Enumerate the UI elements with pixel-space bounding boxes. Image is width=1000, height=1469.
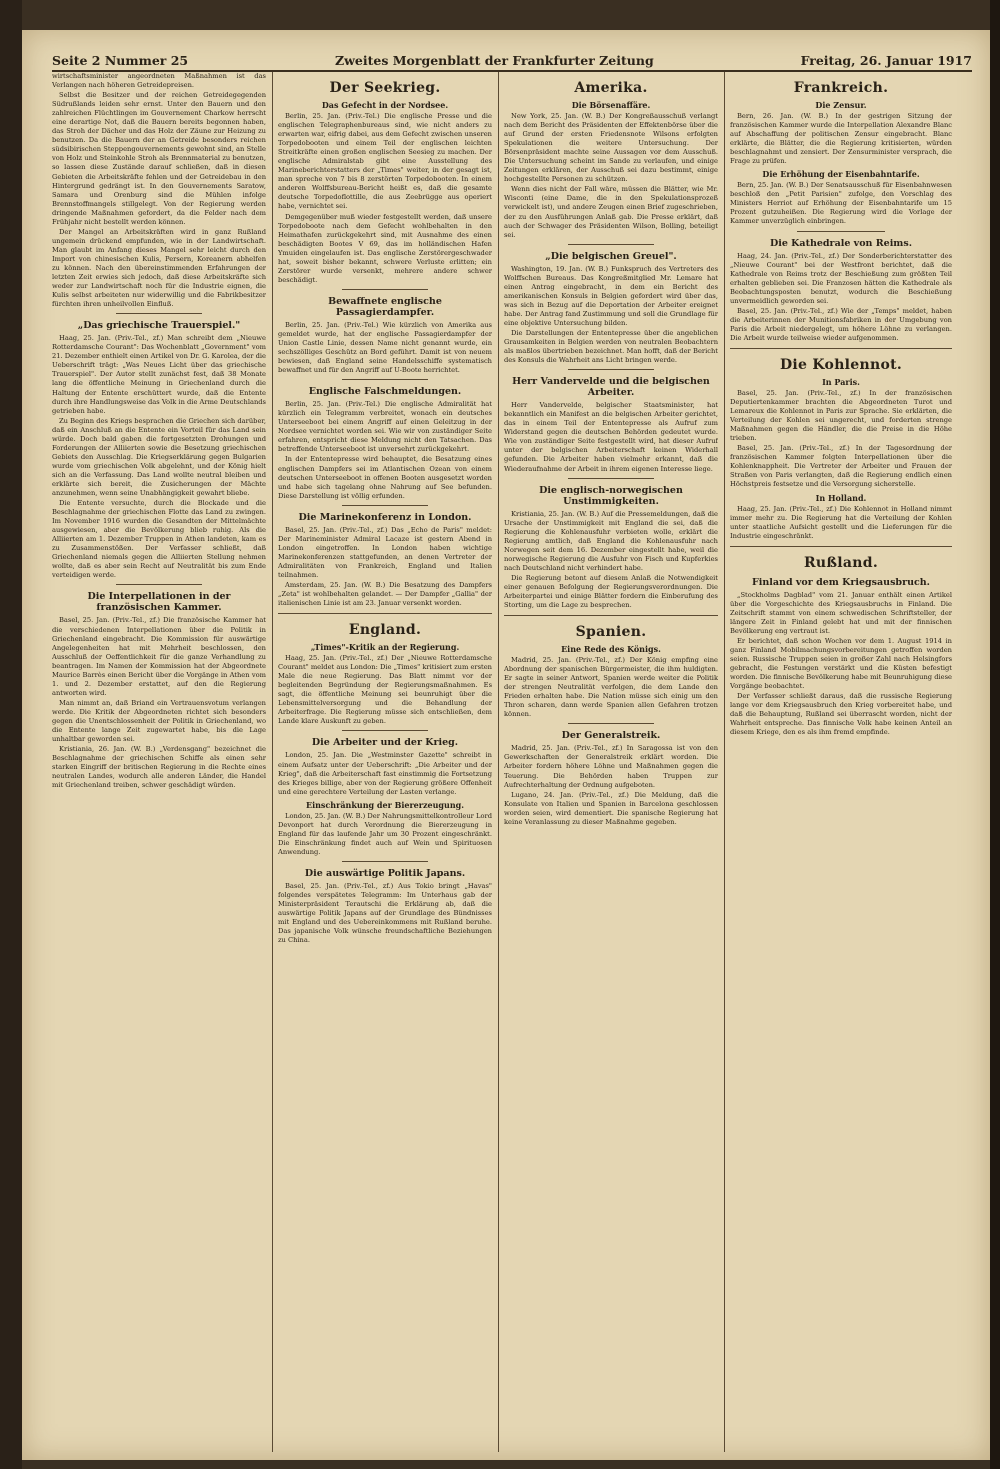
article-text: Amsterdam, 25. Jan. (W. B.) Die Besatzung des Dampfers „Zeta" ist wohlbehalten gelandet. — Der Dampfer „Gallia" der italienischen Linie ist am 23. Januar versenkt worden.: [278, 580, 492, 608]
article-text: Bern, 26. Jan. (W. B.) In der gestrigen Sitzung der französischen Kammer wurde die Interpellation Alexandre Blanc auf Abschaffung der politischen Zensur eingebracht. Blanc erklärte, die Blätter, die die Regierung kritisierten, würden beschlagnahmt und zensiert. Der Zensurminister versprach, die Frage zu prüfen.: [730, 112, 952, 166]
divider: [568, 723, 654, 724]
article-text: Lugano, 24. Jan. (Priv.-Tel., zf.) Die Meldung, daß die Konsulate von Italien und Spanien in Barcelona geschlossen worden seien, wird dementiert. Die spanische Regierung hat keine Veranlassung zu dieser Maßnahme gegeben.: [504, 790, 718, 826]
column-3: [504, 72, 718, 1452]
headline-finland: Finland vor dem Kriegsausbruch.: [752, 576, 930, 588]
headline-interpellation: Die Interpellationen in der französischen Kammer.: [87, 591, 231, 614]
article-text: Madrid, 25. Jan. (Priv.-Tel., zf.) In Saragossa ist von den Gewerkschaften der Generalstreik erklärt worden. Die Arbeiter fordern höhere Löhne und Maßnahmen gegen die Teuerung. Die Behörden haben Truppen zur Aufrechterhaltung der Ordnung aufgeboten.: [504, 744, 718, 789]
article-text: London, 25. Jan. Die „Westminster Gazette" schreibt in einem Aufsatz unter der Ueberschrift: „Die Arbeiter und der Krieg", daß die Arbeiterschaft fast einstimmig die Fortsetzung des Krieges billige, aber von der Regierung größere Offenheit und eine gerechtere Verteilung der Lasten verlange.: [278, 751, 492, 796]
subheadline-gefecht: Das Gefecht in der Nordsee.: [321, 100, 449, 110]
divider: [342, 730, 428, 731]
divider: [116, 584, 202, 585]
article-text: Basel, 25. Jan. (Priv.-Tel., zf.) Die französische Kammer hat die verschiedenen Interpellationen über die Politik in Griechenland eingebracht. Die Kommission für auswärtige Angelegenheiten hat mit Mehrheit beschlossen, den Ausschluß der Oeffentlichkeit für die ganze Verhandlung zu beantragen. Im Namen der Kommission hat der Abgeordnete Maurice Barrès einen Bericht über die Vorgänge in Athen vom 1. und 2. Dezember erstattet, auf den die Regierung antworten wird.: [52, 616, 266, 697]
divider: [797, 231, 886, 232]
divider: [730, 546, 952, 547]
headline-amerika: Amerika.: [574, 80, 648, 96]
divider: [568, 244, 654, 245]
column-rule: [272, 72, 273, 1452]
article-text: Der Mangel an Arbeitskräften wird in ganz Rußland ungemein drückend empfunden, wie in der Landwirtschaft. Man glaubt im Anfang dieses Mangel sehr leicht durch den Import von chinesischen Kulis, Persern, Koreanern abhelfen zu können. Nach den übereinstimmenden Erfahrungen der letzten Zeit erwies sich jedoch, daß diese Arbeitskräfte sich weder zur Landwirtschaft noch für die Industrie eignen, die Kulis selbst arbeiteten nur widerwillig und die Fabrikbesitzer fürchten ihren unheilvollen Einfluß.: [52, 227, 266, 309]
headline-england: England.: [348, 622, 422, 639]
article-text: Der Verfasser schließt daraus, daß die russische Regierung lange vor dem Kriegsausbruch den Krieg vorbereitet habe, und daß die Behauptung, Rußland sei überrascht worden, nicht der Wahrheit entspreche. Das finnische Volk habe keinen Anteil an diesem Kriege, den es als ihm fremd empfinde.: [730, 692, 952, 737]
subheadline-zensur: Die Zensur.: [815, 100, 867, 110]
column-rule: [724, 72, 725, 1452]
subheadline-eisenbahn: Die Erhöhung der Eisenbahntarife.: [762, 169, 920, 180]
headline-russland: Rußland.: [803, 554, 879, 571]
scan-edge-left: [0, 0, 22, 1469]
article-text: „Stockholms Dagblad" vom 21. Januar enthält einen Artikel über die Vorgeschichte des Kriegsausbruchs in Finland. Die Zeitschrift stammt von einem schwedischen Schriftsteller, der längere Zeit in Finland gelebt hat und mit der finnischen Bevölkerung eng vertraut ist.: [730, 590, 952, 635]
page-header: [52, 46, 972, 72]
article-text: Die Entente versuchte, durch die Blockade und die Beschlagnahme der griechischen Flotte das Land zu zwingen. Im November 1916 wurden die Gesandten der Mittelmächte ausgewiesen, aber die Bevölkerung blieb ruhig. Als die Alliierten am 1. Dezember Truppen in Athen landeten, kam es zu Zusammenstößen. Der Verfasser schließt, daß Griechenland niemals gegen die Alliierten Stellung nehmen wollte, daß es aber sein Recht auf Neutralität bis zum Ende verteidigen werde.: [52, 499, 266, 580]
article-text: wirtschaftsminister angeordneten Maßnahmen ist das Verlangen nach höheren Getreidepreisen.: [52, 72, 266, 90]
article-text: Zu Beginn des Kriegs besprachen die Griechen sich darüber, daß ein Anschluß an die Entente ein Vorteil für das Land sein würde. Doch bald gaben die fortgesetzten Drohungen und Forderungen der Alliierten sowie die Besetzung griechischen Gebiets den Ausschlag. Die Kriegserklärung gegen Bulgarien wurde vom griechischen Volk abgelehnt, und der König hielt sich an die Verfassung. Das Land wollte neutral bleiben und erklärte sich bereit, die Zusicherungen der Mächte anzunehmen, wenn seine Unabhängigkeit gewahrt bliebe.: [52, 416, 266, 498]
headline-reims: Die Kathedrale von Reims.: [769, 237, 913, 249]
article-text: Demgegenüber muß wieder festgestellt werden, daß unsere Torpedoboote nach dem Gefecht wohlbehalten in den Heimathafen zurückgekehrt sind, mit Ausnahme des einen beschädigten Bootes V 69, das im holländischen Hafen Ymuiden eingelaufen ist. Das englische Zerstörergeschwader hat, soweit bisher bekannt, schwere Verluste erlitten; ein Zerstörer wurde versenkt, mehrere andere schwer beschädigt.: [278, 212, 492, 284]
headline-arbeiter: Die Arbeiter und der Krieg.: [311, 737, 459, 749]
article-text: London, 25. Jan. (W. B.) Der Nahrungsmittelkontrolleur Lord Devonport hat durch Verordnung die Biererzeugung in England für das laufende Jahr um 30 Prozent eingeschränkt. Die Einschränkung findet auch auf Wein und Spirituosen Anwendung.: [278, 811, 492, 856]
article-text: In der Ententepresse wird behauptet, die Besatzung eines englischen Dampfers sei im Atlantischen Ozean von einem deutschen Unterseeboot in offenen Booten ausgesetzt worden und habe sich tagelang ohne Nahrung auf See befunden. Diese Darstellung ist völlig erfunden.: [278, 455, 492, 500]
header-masthead: Zweites Morgenblatt der Frankfurter Zeitung: [335, 53, 654, 68]
column-1: [52, 72, 266, 1452]
header-page-number: Seite 2 Nummer 25: [52, 53, 189, 68]
divider: [116, 313, 202, 314]
headline-falschmeldungen: Englische Falschmeldungen.: [308, 386, 462, 398]
column-rule: [498, 72, 499, 1452]
article-text: Die Darstellungen der Ententepresse über die angeblichen Grausamkeiten in Belgien werden von neutralen Beobachtern als maßlos übertrieben bezeichnet. Man hofft, daß der Bericht des Konsuls die Wahrheit ans Licht bringen werde.: [504, 328, 718, 365]
subheadline-boerse: Die Börsenaffäre.: [571, 100, 651, 110]
newspaper-page: [22, 30, 990, 1460]
article-text: Er berichtet, daß schon Wochen vor dem 1. August 1914 in ganz Finland Mobilmachungsvorbereitungen getroffen worden seien. Russische Truppen seien in großer Zahl nach Helsingfors gebracht, die Festungen verstärkt und die Küsten befestigt worden. Die finnische Bevölkerung habe mit Beunruhigung diese Vorgänge beobachtet.: [730, 636, 952, 691]
headline-spanien: Spanien.: [575, 624, 647, 641]
article-text: Berlin, 25. Jan. (Priv.-Tel.) Die englische Presse und die englischen Telegraphenbureaus sind, wie nicht anders zu erwarten war, eifrig dabei, aus dem Gefecht zwischen unseren Torpedobooten und einem Teil der englischen leichten Streitkräfte einen großen englischen Seesieg zu machen. Der englische Admiralstab gibt eine Ausstellung des Marineberichterstatters der „Times" weiter, in der gesagt ist, man spreche von 7 bis 8 zerstörten Torpedobooten. In einem anderen Wolffsbureau-Bericht heißt es, daß die gesamte deutsche Torpedoflottille, die aus Zeebrügge aus operiert habe, vernichtet sei.: [278, 112, 492, 211]
article-text: Basel, 25. Jan. (Priv.-Tel., zf.) In der Tagesordnung der französischen Kammer folgten Interpellationen über die Kohlenknappheit. Die Vertreter der Arbeiter und Frauen der Straßen von Paris verlangten, daß die Regierung endlich einen Höchstpreis festsetze und die Versorgung sicherstelle.: [730, 444, 952, 489]
divider: [342, 379, 428, 380]
headline-passagier: Bewaffnete englische Passagierdampfer.: [328, 295, 442, 318]
column-4: [730, 72, 952, 1452]
divider: [568, 369, 654, 370]
headline-marinekonferenz: Die Marinekonferenz in London.: [298, 511, 472, 523]
article-text: Basel, 25. Jan. (Priv.-Tel., zf.) Das „Echo de Paris" meldet: Der Marineminister Admiral Lacaze ist gestern Abend in London eingetroffen. In London haben wichtige Marinekonferenzen stattgefunden, an denen Vertreter der Admiralitäten von Frankreich, England und Italien teilnahmen.: [278, 525, 492, 579]
article-text: Berlin, 25. Jan. (Priv.-Tel.) Die englische Admiralität hat kürzlich ein Telegramm verbreitet, wonach ein deutsches Unterseeboot bei einem Angriff auf einen Geleitzug in der Nordsee vernichtet worden sei. Wie wir von zuständiger Seite erfahren, entspricht diese Meldung nicht den Tatsachen. Das betreffende Unterseeboot ist unversehrt zurückgekehrt.: [278, 400, 492, 454]
article-text: Basel, 25. Jan. (Priv.-Tel., zf.) Aus Tokio bringt „Havas" folgendes verspätetes Telegramm: Im Unterhaus gab der Ministerpräsident Terautschi die Erklärung ab, daß die auswärtige Politik Japans auf der Grundlage des Bündnisses mit England und des Uebereinkommens mit Rußland beruhe. Das japanische Volk wünsche freundschaftliche Beziehungen zu China.: [278, 881, 492, 945]
subheadline-holland: In Holland.: [815, 492, 867, 503]
article-text: Basel, 25. Jan. (Priv.-Tel., zf.) Wie der „Temps" meldet, haben die Arbeiterinnen der Munitionsfabriken in der Umgebung von Paris die Arbeit niedergelegt, um höhere Löhne zu verlangen. Die Arbeit wurde teilweise wieder aufgenommen.: [730, 306, 952, 342]
article-text: Die Regierung betont auf diesem Anlaß die Notwendigkeit einer genauen Befolgung der Regierungsverordnungen. Die Arbeiterpartei und einige Blätter fordern die Einberufung des Storting, um die Lage zu besprechen.: [504, 573, 718, 610]
article-text: Kristiania, 25. Jan. (W. B.) Auf die Pressemeldungen, daß die Ursache der Unstimmigkeit mit England die sei, daß die Regierung die Kohlenausfuhr verbieten wolle, erklärt die Regierung amtlich, daß England die Kohlenausfuhr nach Norwegen seit dem 16. Dezember eingestellt habe, weil die norwegische Regierung die Ausfuhr von Fisch und Kupferkies nach Deutschland nicht verhindert habe.: [504, 509, 718, 572]
subheadline-times: „Times"-Kritik an der Regierung.: [310, 642, 460, 653]
divider: [278, 613, 492, 614]
headline-seekrieg: Der Seekrieg.: [329, 80, 441, 96]
article-text: Haag, 25. Jan. (Priv.-Tel., zf.) Der „Nieuwe Rotterdamsche Courant" meldet aus London: Die „Times" kritisiert zum ersten Male die neue Regierung. Das Blatt nimmt vor der begleitenden Begründung der Regierungsmaßnahmen. Es sagt, die öffentliche Meinung sei beunruhigt über die Lebensmittelversorgung und die Behandlung der Arbeiterfrage. Die Regierung müsse sich entschließen, dem Lande klare Auskunft zu geben.: [278, 654, 492, 726]
article-text: Bern, 25. Jan. (W. B.) Der Senatsausschuß für Eisenbahnwesen beschloß den „Petit Parisien" zufolge, den Vorschlag des Ministers Herriot auf Erhöhung der Eisenbahntarife um 15 Prozent gutzuheißen. Die Regierung wird die Vorlage der Kammer unverzüglich einbringen.: [730, 181, 952, 226]
article-text: Man nimmt an, daß Briand ein Vertrauensvotum verlangen werde. Die Kritik der Abgeordneten richtet sich besonders gegen die Unentschlossenheit der Politik in Griechenland, wo die Entente lange Zeit zugewartet habe, bis die Lage unhaltbar geworden sei.: [52, 698, 266, 744]
divider: [342, 289, 428, 290]
article-text: Wenn dies nicht der Fall wäre, müssen die Blätter, wie Mr. Wisconti (eine Dame, die in den Spekulationsprozeß verwickelt ist), und andere Zeugen einen Brief zugeschrieben, der zu den Ausführungen Anlaß gab. Die Presse erklärt, daß auch der Schwager des Präsidenten Wilson, Bolling, beteiligt sei.: [504, 185, 718, 239]
divider: [730, 348, 952, 349]
article-text: Herr Vandervelde, belgischer Staatsminister, hat bekanntlich ein Manifest an die belgischen Arbeiter gerichtet, das in einem Teil der Ententepresse als Aufruf zum Widerstand gegen die deutschen Behörden gedeutet wurde. Wie von zuständiger Seite festgestellt wird, hat dieser Aufruf unter der belgischen Arbeiterschaft keinen Widerhall gefunden. Die Arbeiter haben vielmehr erkannt, daß die Wiederaufnahme der Arbeit in ihrem eigenen Interesse liege.: [504, 401, 718, 473]
headline-norwegen: Die englisch-norwegischen Unstimmigkeiten.: [539, 484, 683, 507]
headline-frankreich: Frankreich.: [793, 80, 889, 96]
article-text: Madrid, 25. Jan. (Priv.-Tel., zf.) Der König empfing eine Abordnung der spanischen Bürgermeister, die ihm huldigten. Er sagte in seiner Antwort, Spanien werde weiter die Politik der strengen Neutralität verfolgen, die dem Lande den Frieden erhalten habe. Die Nation müsse sich einig um den Thron scharen, dann werde Spanien allen Gefahren trotzen können.: [504, 656, 718, 719]
divider: [342, 861, 428, 862]
article-text: Berlin, 25. Jan. (Priv.-Tel.) Wie kürzlich von Amerika aus gemeldet wurde, hat der englische Passagierdampfer der Union Castle Linie, dessen Name nicht genannt wurde, ein sechszölliges Geschütz an Bord geführt. Damit ist von neuem bewiesen, daß England seine Handelsschiffe systematisch bewaffnet und für den Angriff auf U-Boote herrichtet.: [278, 320, 492, 375]
subheadline-koenig: Eine Rede des Königs.: [561, 644, 661, 655]
headline-japan: Die auswärtige Politik Japans.: [304, 867, 466, 879]
subheadline-paris: In Paris.: [822, 376, 860, 387]
headline-vandervelde: Herr Vandervelde und die belgischen Arbeiter.: [512, 376, 710, 399]
headline-generalstreik: Der Generalstreik.: [561, 730, 661, 742]
article-text: Haag, 25. Jan. (Priv.-Tel., zf.) Die Kohlennot in Holland nimmt immer mehr zu. Die Regierung hat die Verteilung der Kohlen unter staatliche Aufsicht gestellt und die Lieferungen für die Industrie eingeschränkt.: [730, 504, 952, 540]
article-text: Haag, 25. Jan. (Priv.-Tel., zf.) Man schreibt dem „Nieuwe Rotterdamsche Courant": Das Wochenblatt „Government" vom 21. Dezember enthielt einen Artikel von Dr. G. Karolea, der die Ueberschrift trägt: „Was Neues Licht über das griechische Trauerspiel". Der Autor stellt zunächst fest, daß 38 Monate lang die öffentliche Meinung in Griechenland durch die Haltung der Entente erschüttert wurde, daß die Entente durch ihre Handlungsweise das Volk in die Arme Deutschlands getrieben habe.: [52, 334, 266, 415]
scan-edge-right: [990, 0, 1000, 1469]
article-text: Washington, 19. Jan. (W. B.) Funkspruch des Vertreters des Wolffschen Bureaus. Das Kongreßmitglied Mr. Lemare hat einen Antrag eingebracht, in dem ein Bericht des amerikanischen Konsuls in Belgien gefordert wird über das, was sich in Bezug auf die Deportation der Arbeiter ereignet habe. Der Antrag fand Zustimmung und soll die Grundlage für eine objektive Untersuchung bilden.: [504, 264, 718, 327]
article-text: Selbst die Besitzer und der reichen Getreidegegenden Südrußlands leiden sehr ernst. Unter den Bauern und den zahlreichen Flüchtlingen im Gouvernement Charkow herrscht eine derartige Not, daß die Bauern bereits begonnen haben, das Stroh der Dächer und das Holz der Zäune zur Heizung zu benutzen. Da die Bauern der an Getreide besonders reichen südsibirischen Steppengouvernements gewohnt sind, an Stelle von Holz und Steinkohle Stroh als Brennmaterial zu benutzen, so lassen diese Zustände darauf schließen, daß in diesen Gebieten die Arbeitskräfte fehlen und der Getreidebau in den Hintergrund gedrängt ist. In den Gouvernements Saratow, Samara und Orenburg sind die Mühlen infolge Brennstoffmangels stillgelegt. Von der Regierung werden dringende Maßnahmen gefordert, da die Felder nach dem Frühjahr nicht bestellt werden können.: [52, 91, 266, 226]
headline-kohlennot: Die Kohlennot.: [779, 356, 903, 373]
article-text: New York, 25. Jan. (W. B.) Der Kongreßausschuß verlangt nach dem Bericht des Präsidenten der Effektenbörse über die auf Grund der ersten Friedensnote Wilsons erfolgten Spekulationen die weitere Untersuchung. Der Börsenpräsident machte seine Aussagen vor dem Ausschuß. Die Untersuchung scheint im Sande zu verlaufen, und einige Zeitungen erklären, der Ausschuß sei dazu bestimmt, einige hochgestellte Personen zu schützen.: [504, 112, 718, 184]
article-text: Haag, 24. Jan. (Priv.-Tel., zf.) Der Sonderberichterstatter des „Nieuwe Courant" bei der Westfront berichtet, daß die Kathedrale von Reims trotz der Beschießung zum größten Teil erhalten geblieben sei. Die Franzosen hätten die Kathedrale als Beobachtungsposten benutzt, wodurch die Beschießung unvermeidlich geworden sei.: [730, 251, 952, 305]
article-text: Basel, 25. Jan. (Priv.-Tel., zf.) In der französischen Deputiertenkammer brachten die Abgeordneten Turot und Lemareux die Kohlennot in Paris zur Sprache. Sie erklärten, die Verteilung der Kohlen sei ungerecht, und forderten strenge Maßnahmen gegen die Händler, die die Preise in die Höhe trieben.: [730, 388, 952, 443]
headline-greuel: „Die belgischen Greuel".: [545, 250, 677, 262]
headline-trauerspiel: „Das griechische Trauerspiel.": [77, 320, 241, 332]
article-text: Kristiania, 26. Jan. (W. B.) „Verdensgang" bezeichnet die Beschlagnahme der griechischen Schiffe als einen sehr starken Eingriff der britischen Regierung in die Rechte eines neutralen Landes, wodurch alle anderen Länder, die Handel mit Griechenland treiben, schwer geschädigt würden.: [52, 745, 266, 790]
divider: [342, 505, 428, 506]
divider: [568, 478, 654, 479]
divider: [504, 615, 718, 616]
column-2: [278, 72, 492, 1452]
subheadline-bier: Einschränkung der Biererzeugung.: [305, 799, 465, 810]
header-date: Freitag, 26. Januar 1917: [800, 53, 972, 68]
